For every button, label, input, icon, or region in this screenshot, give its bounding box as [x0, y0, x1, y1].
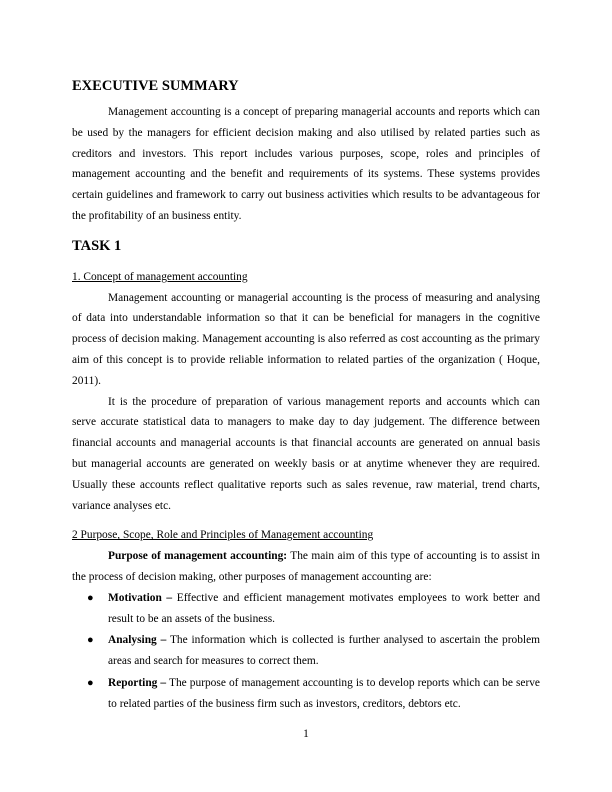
- executive-summary-heading: EXECUTIVE SUMMARY: [72, 78, 239, 94]
- bullet-label: Motivation –: [108, 591, 173, 604]
- section1-title: 1. Concept of management accounting: [72, 270, 248, 283]
- executive-summary-paragraph: Management accounting is a concept of preparing managerial accounts and reports which can be used by the managers for efficient decision making and also utilised by related parties such as creditors and investors. This report includes various purposes, scope, roles and principles of management accounting and the benefit and requirements of its systems. These systems provides certain guidelines and framework to carry out business activities which results to be advantageous for the profitability of an business entity.: [72, 106, 540, 222]
- section2-title: 2 Purpose, Scope, Role and Principles of Management accounting: [72, 529, 374, 542]
- bullet-label: Reporting –: [108, 676, 167, 689]
- purpose-bullet-list: [72, 588, 540, 715]
- bullet-text: Effective and efficient management motivates employees to work better and result to be an assets of the business.: [108, 591, 541, 625]
- purpose-label: Purpose of management accounting:: [108, 550, 288, 563]
- list-item: [72, 588, 540, 630]
- section1-paragraph-2: It is the procedure of preparation of various management reports and accounts which can serve accurate statistical data to managers to make day to day judgement. The difference between financial accounts and managerial accounts is that financial accounts are generated on annual basis but managerial accounts are generated on weekly basis or at anytime whenever they are required. Usually these accounts reflect qualitative reports such as sales revenue, raw material, trend charts, variance analyses etc.: [72, 395, 540, 512]
- purpose-text: The main aim of this type of accounting is to assist in the process of decision making, other purposes of management accounting are:: [72, 550, 540, 583]
- section1-paragraph-1: Management accounting or managerial accounting is the process of measuring and analysing of data into understandable information so that it can be beneficial for managers in the cognitive process of decision making. Management accounting is also referred as cost accounting as the primary aim of this concept is to provide reliable information to related parties of the organization ( Hoque, 2011).: [72, 291, 540, 387]
- bullet-icon: ●: [87, 591, 94, 604]
- list-item: [72, 673, 540, 715]
- page-number: 1: [303, 728, 309, 740]
- bullet-icon: ●: [87, 634, 94, 647]
- list-item: [72, 630, 540, 672]
- bullet-text: The information which is collected is further analysed to ascertain the problem areas and search for measures to correct them.: [108, 634, 540, 668]
- bullet-icon: ●: [87, 676, 94, 689]
- bullet-text: The purpose of management accounting is to develop reports which can be serve to related parties of the business firm such as investors, creditors, debtors etc.: [108, 676, 540, 710]
- task1-heading: TASK 1: [72, 237, 122, 254]
- bullet-label: Analysing –: [108, 634, 167, 647]
- page-content: [72, 76, 540, 716]
- purpose-paragraph: [72, 546, 540, 588]
